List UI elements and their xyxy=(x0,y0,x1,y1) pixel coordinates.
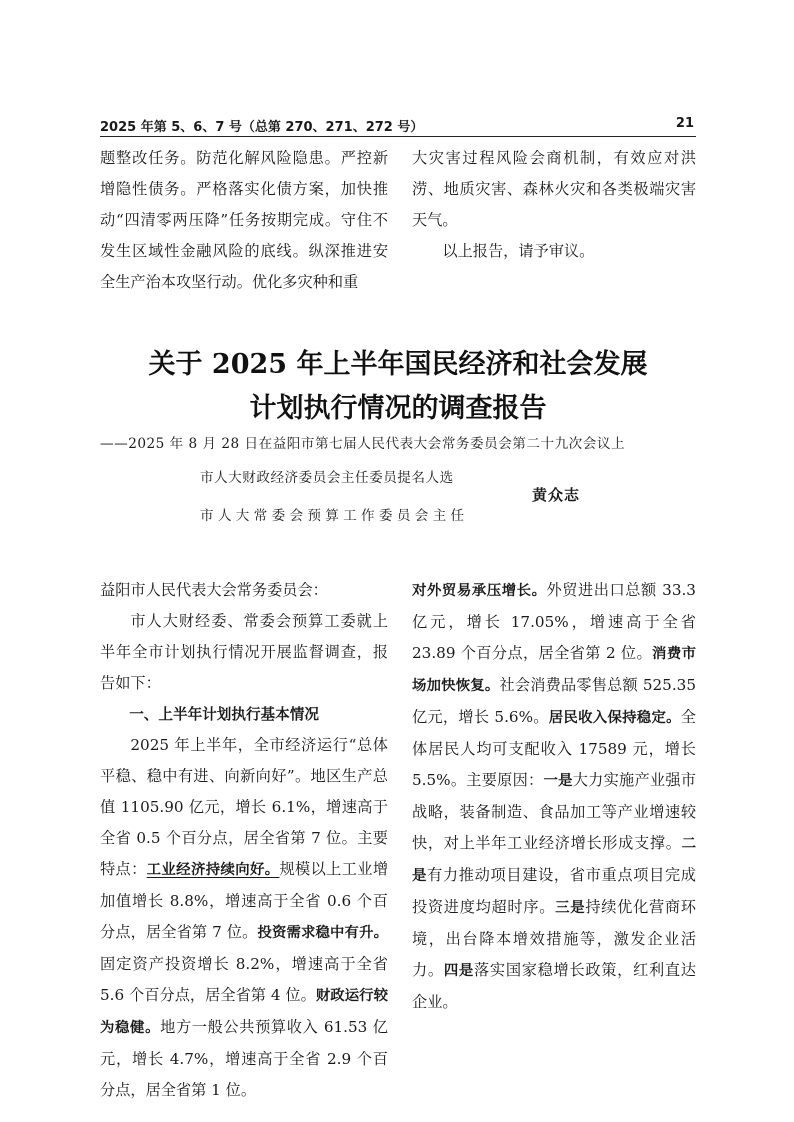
reason-4-label: 四是 xyxy=(443,963,475,979)
author-name: 黄众志 xyxy=(532,486,581,504)
section-heading: 一、上半年计划执行基本情况 xyxy=(129,706,319,723)
page-number: 21 xyxy=(675,116,694,131)
continued-paragraph xyxy=(412,575,696,1018)
prev-article-continuation: 大灾害过程风险会商机制，有效应对洪涝、地质灾害、森林火灾和各类极端灾害天气。 xyxy=(412,149,696,229)
overview-text: 2025 年上半年，全市经济运行“总体平稳、稳中有进、向新向好”。地区生产总值 1105.90 亿元，增长 6.1%，增速高于全省 0.5 个百分点，居全省第 7 位。主要特点： xyxy=(100,736,388,878)
point-industry: 工业经济持续向好。 xyxy=(146,862,280,878)
reason-2-label: 二是 xyxy=(412,836,696,884)
article-subtitle: ——2025 年 8 月 28 日在益阳市第七届人民代表大会常务委员会第二十九次会议上 xyxy=(100,436,626,452)
reason-3-text: 持续优化营商环境，出台降本增效措施等，激发企业活力。 xyxy=(412,898,696,979)
prev-article-text: 题整改任务。防范化解风险隐患。严控新增隐性债务。严格落实化债方案，加快推动“四清零两压降”任务按期完成。守住不发生区域性金融风险的底线。纵深推进安全生产治本攻坚行动。优化多灾种和重 xyxy=(100,149,388,291)
reason-2-text: 有力推动项目建设，省市重点项目完成投资进度均超时序。 xyxy=(412,866,696,916)
reason-1-label: 一是 xyxy=(543,773,573,789)
article-title-line-2: 计划执行情况的调查报告 xyxy=(249,393,547,424)
point-investment-text: 固定资产投资增长 8.2%，增速高于全省 5.6 个百分点，居全省第 4 位。 xyxy=(100,955,388,1004)
body-right-column xyxy=(412,575,696,1018)
prev-article-right-column xyxy=(412,143,696,267)
reason-4-text: 落实国家稳增长政策，红利直达企业。 xyxy=(412,961,696,1011)
article-title-line-1: 关于 2025 年上半年国民经济和社会发展 xyxy=(148,349,648,380)
salutation: 益阳市人民代表大会常务委员会： xyxy=(100,581,328,599)
point-consumption: 消费市场加快恢复。 xyxy=(412,646,696,694)
author-role-1: 市人大财政经济委员会主任委员提名人选 xyxy=(200,470,454,486)
intro-paragraph: 市人大财经委、常委会预算工委就上半年全市计划执行情况开展监督调查，报告如下： xyxy=(100,612,388,692)
point-finance: 财政运行较为稳健。 xyxy=(100,988,388,1036)
point-investment: 投资需求稳中有升。 xyxy=(257,925,388,941)
prev-article-left-column xyxy=(100,143,388,298)
body-left-column xyxy=(100,575,388,1106)
point-income-text: 全体居民人均可支配收入 17589 元，增长 5.5%。主要原因： xyxy=(412,708,696,789)
running-header xyxy=(100,116,696,136)
header-rule xyxy=(100,136,696,137)
point-finance-text: 地方一般公共预算收入 61.53 亿元，增长 4.7%，增速高于全省 2.9 个百分点，居全省第 1 位。 xyxy=(100,1018,388,1099)
point-consumption-text: 社会消费品零售总额 525.35 亿元，增长 5.6%。 xyxy=(412,676,696,726)
reason-3-label: 三是 xyxy=(555,900,586,916)
point-income: 居民收入保持稳定。 xyxy=(548,710,681,726)
reason-1-text: 大力实施产业强市战略，装备制造、食品加工等产业增速较快，对上半年工业经济增长形成支撑。 xyxy=(412,771,696,852)
point-trade: 对外贸易承压增长。 xyxy=(412,583,547,599)
author-role-2: 市人大常委会预算工作委员会主任 xyxy=(200,508,469,524)
prev-article-closing: 以上报告，请予审议。 xyxy=(442,242,595,260)
issue-number: 2025 年第 5、6、7 号（总第 270、271、272 号） xyxy=(100,120,424,135)
overview-paragraph xyxy=(100,730,388,1106)
point-trade-text: 外贸进出口总额 33.3 亿元，增长 17.05%，增速高于全省 23.89 个百分点，居全省第 2 位。 xyxy=(412,581,696,662)
point-industry-text: 规模以上工业增加值增长 8.8%，增速高于全省 0.6 个百分点，居全省第 7 位。 xyxy=(100,860,389,941)
